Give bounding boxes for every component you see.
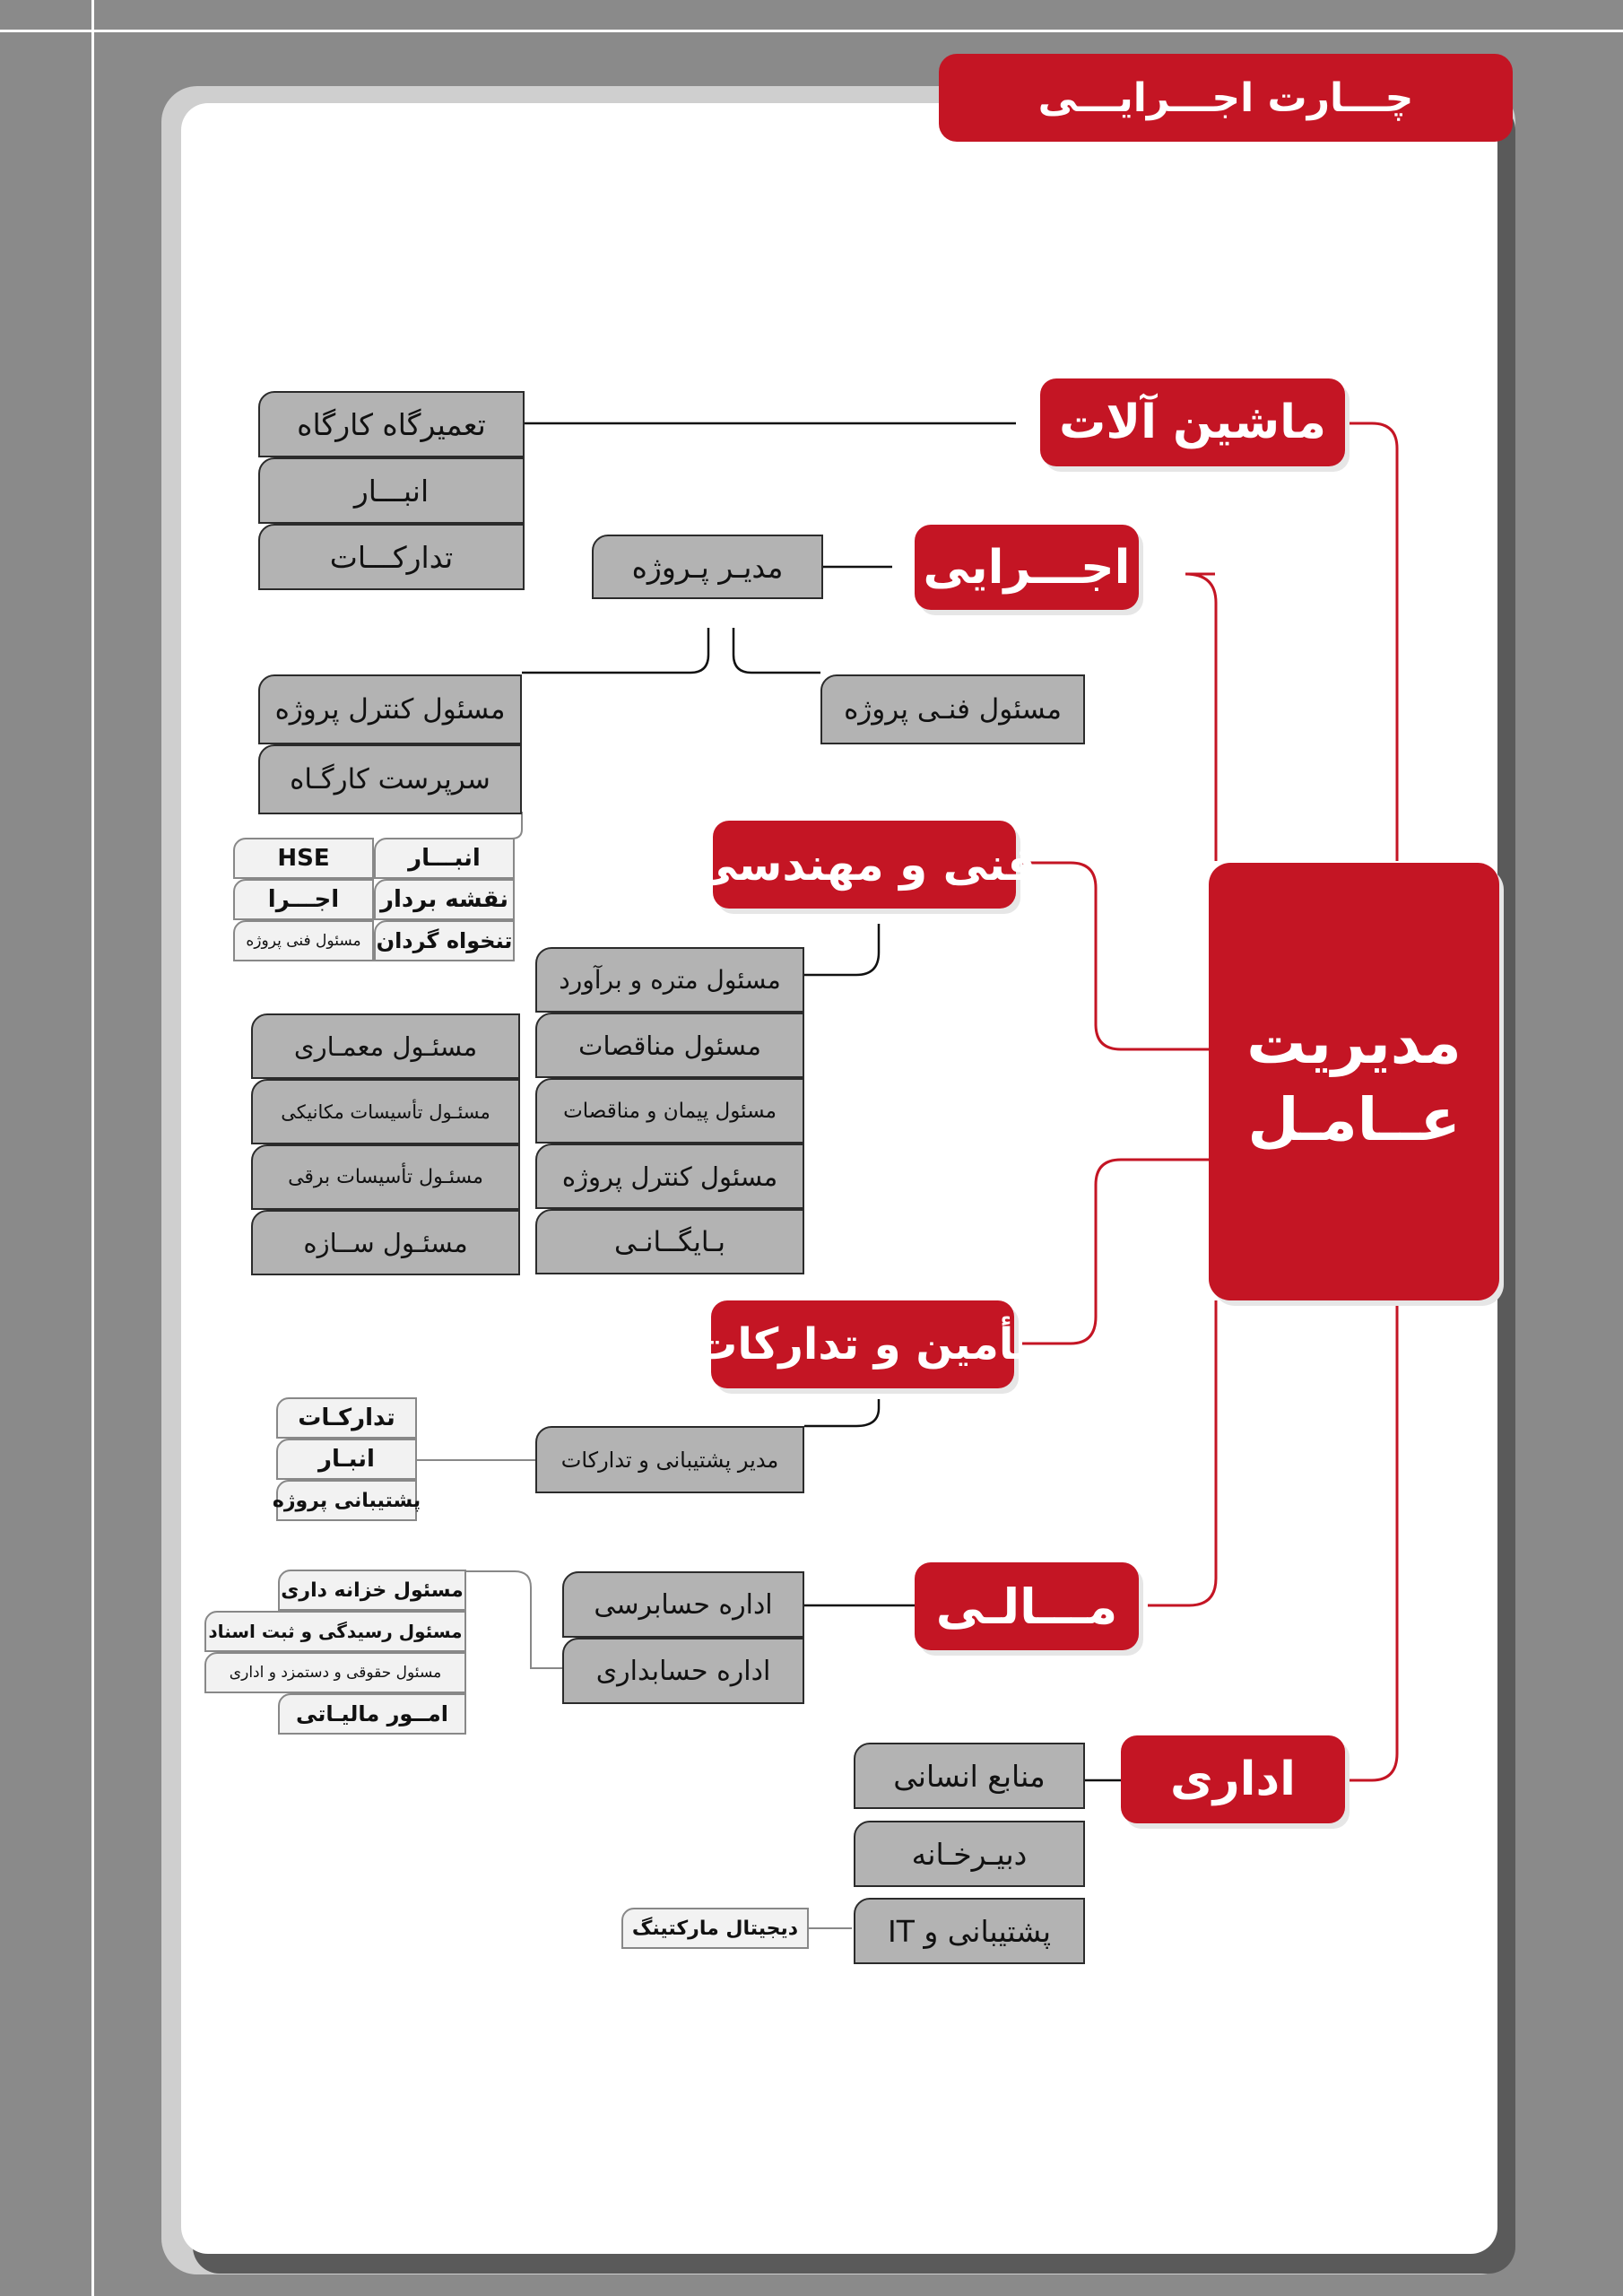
- finance-item: مسئول رسیدگی و ثبت اسناد: [204, 1611, 466, 1652]
- small-grid-cell: تنخواه گردان: [374, 920, 515, 961]
- general-management-line2: عــامـل: [1247, 1085, 1461, 1154]
- engineering-item: مسئـول معمـاری: [251, 1013, 520, 1079]
- small-grid-cell: نقشه بردار: [374, 879, 515, 920]
- technical-manager-box: مسئول فنـی پروژه: [820, 674, 1085, 744]
- engineering-item: مسئـول تأسیسات مکانیکی: [251, 1079, 520, 1144]
- executive-left-item: سرپرست کارگـاه: [258, 744, 522, 814]
- dept-engineering: فنی و مهندسی: [713, 821, 1016, 909]
- engineering-item: بـایگــانـی: [535, 1209, 804, 1274]
- small-grid-cell: HSE: [233, 838, 374, 879]
- admin-item: دبیـرخـانه: [854, 1821, 1085, 1887]
- engineering-item: مسئـول ســازه: [251, 1210, 520, 1275]
- general-management-box: [1209, 863, 1499, 1300]
- small-grid-cell: مسئول فنی پروژه: [233, 920, 374, 961]
- machinery-item: تدارکـــات: [258, 524, 525, 590]
- supply-item: انبـار: [276, 1439, 417, 1480]
- engineering-item: مسئول متره و برآورد: [535, 947, 804, 1013]
- supply-item: پشتیبانی پروژه: [276, 1480, 417, 1521]
- admin-item: پشتیبانی و IT: [854, 1898, 1085, 1964]
- engineering-item: مسئول مناقصات: [535, 1013, 804, 1078]
- admin-item: منابع انسانی: [854, 1743, 1085, 1809]
- general-management-line1: مدیریت: [1246, 1008, 1462, 1078]
- supply-manager-box: مدیر پشتیبانی و تدارکات: [535, 1426, 804, 1493]
- dept-executive: اجـــرایی: [915, 525, 1139, 610]
- supply-item: تدارکـات: [276, 1397, 417, 1439]
- chart-title: چـــارت اجـــرایـــی: [939, 54, 1513, 142]
- dept-supply: تأمین و تدارکات: [711, 1300, 1014, 1388]
- digital-marketing-box: دیجیتال مارکتینگ: [621, 1908, 809, 1949]
- engineering-item: مسئول پیمان و مناقصات: [535, 1078, 804, 1144]
- executive-left-item: مسئول کنترل پروژه: [258, 674, 522, 744]
- small-grid-cell: اجـــرا: [233, 879, 374, 920]
- finance-item: مسئول خزانه داری: [278, 1570, 466, 1611]
- engineering-item: مسئول کنترل پروژه: [535, 1144, 804, 1209]
- machinery-item: تعمیرگاه کارگاه: [258, 391, 525, 457]
- engineering-item: مسئـول تأسیسات برقی: [251, 1144, 520, 1210]
- finance-item: مسئول حقوقی و دستمزد و اداری: [204, 1652, 466, 1693]
- finance-unit: اداره حسابرسی: [562, 1571, 804, 1638]
- dept-finance: مـــالـی: [915, 1562, 1139, 1650]
- small-grid-cell: انبـــار: [374, 838, 515, 879]
- dept-machinery: ماشین آلات: [1040, 378, 1345, 466]
- dept-admin: اداری: [1121, 1735, 1345, 1823]
- machinery-item: انبـــار: [258, 457, 525, 524]
- finance-unit: اداره حسابداری: [562, 1638, 804, 1704]
- project-manager-box: مدیـر پـروژه: [592, 535, 823, 599]
- finance-item: امــور مالیـاتی: [278, 1693, 466, 1735]
